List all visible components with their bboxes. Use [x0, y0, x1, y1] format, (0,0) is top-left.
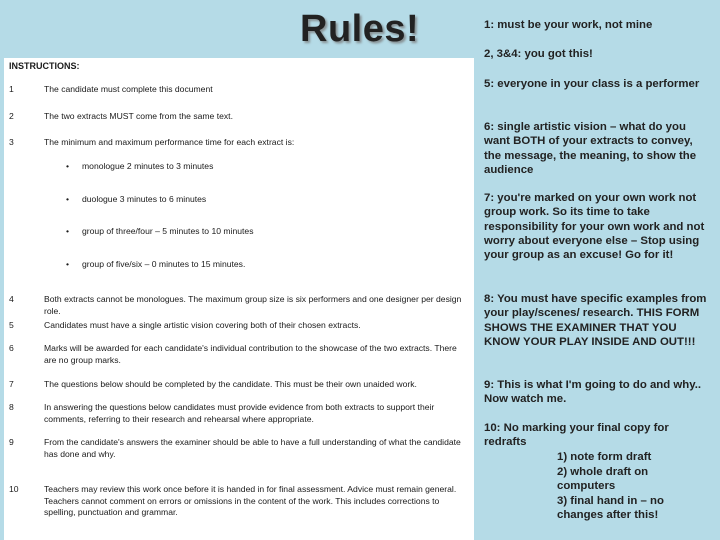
instruction-item: In answering the questions below candidates must provide evidence from both extracts to support their comments, referring to their research and rehearsal where appropriate.: [44, 402, 435, 424]
item-number: 9: [9, 437, 14, 447]
instruction-item: Candidates must have a single artistic vision covering both of their chosen extracts.: [44, 320, 361, 330]
sub-note-item: 2) whole draft on computers: [557, 466, 649, 493]
instructions-heading: INSTRUCTIONS:: [9, 61, 80, 71]
time-limit-item: duologue 3 minutes to 6 minutes: [82, 194, 207, 204]
instructions-document: [4, 58, 474, 540]
note-item: 1: must be your work, not mine: [484, 19, 653, 31]
item-number: 1: [9, 84, 14, 94]
note-item: 7: you're marked on your own work not group work. So its time to take responsibility for your own work and not worry about everyone else – Stop using your group as an excuse! Go for it!: [484, 192, 705, 262]
time-limit-item: monologue 2 minutes to 3 minutes: [82, 161, 214, 171]
bullet-icon: •: [66, 226, 70, 236]
sub-note-item: 3) final hand in – no changes after this!: [557, 495, 664, 522]
item-number: 8: [9, 402, 14, 412]
time-limit-item: group of five/six – 0 minutes to 15 minutes.: [82, 259, 246, 269]
item-number: 4: [9, 294, 14, 304]
note-item: 5: everyone in your class is a performer: [484, 78, 700, 90]
instruction-item: The two extracts MUST come from the same text.: [44, 111, 233, 121]
note-item: 6: single artistic vision – what do you want BOTH of your extracts to convey, the message, the meaning, to show the audience: [484, 121, 697, 176]
sub-note-item: 1) note form draft: [557, 451, 652, 463]
bullet-icon: •: [66, 161, 70, 171]
time-limit-item: group of three/four – 5 minutes to 10 minutes: [82, 226, 254, 236]
instruction-item: Marks will be awarded for each candidate's individual contribution to the showcase of the two extracts. There are no group marks.: [44, 343, 457, 365]
instruction-item: From the candidate's answers the examiner should be able to have a full understanding of what the candidate has done and why.: [44, 437, 461, 459]
instruction-item: The candidate must complete this document: [44, 84, 213, 94]
instruction-item: The questions below should be completed by the candidate. This must be their own unaided work.: [44, 379, 417, 389]
slide-title: Rules!: [300, 8, 420, 50]
item-number: 10: [9, 484, 19, 494]
instruction-item: Both extracts cannot be monologues. The maximum group size is six performers and one designer per design role.: [44, 294, 462, 316]
note-item: 2, 3&4: you got this!: [484, 48, 593, 60]
item-number: 7: [9, 379, 14, 389]
note-item: 10: No marking your final copy for redrafts: [484, 422, 669, 449]
bullet-icon: •: [66, 194, 70, 204]
item-number: 3: [9, 137, 14, 147]
item-number: 5: [9, 320, 14, 330]
note-item: 8: You must have specific examples from your play/scenes/ research. THIS FORM SHOWS THE EXAMINER THAT YOU KNOW YOUR PLAY INSIDE AND OUT!!!: [484, 293, 707, 348]
instruction-item: Teachers may review this work once before it is handed in for final assessment. Advice must remain general. Teachers cannot comment on errors or omissions in the content of the work. This includes corrections to spelling, punctuation and grammar.: [44, 484, 457, 517]
item-number: 6: [9, 343, 14, 353]
instruction-item: The minimum and maximum performance time for each extract is:: [44, 137, 295, 147]
item-number: 2: [9, 111, 14, 121]
bullet-icon: •: [66, 259, 70, 269]
note-item: 9: This is what I'm going to do and why.. Now watch me.: [484, 379, 702, 406]
